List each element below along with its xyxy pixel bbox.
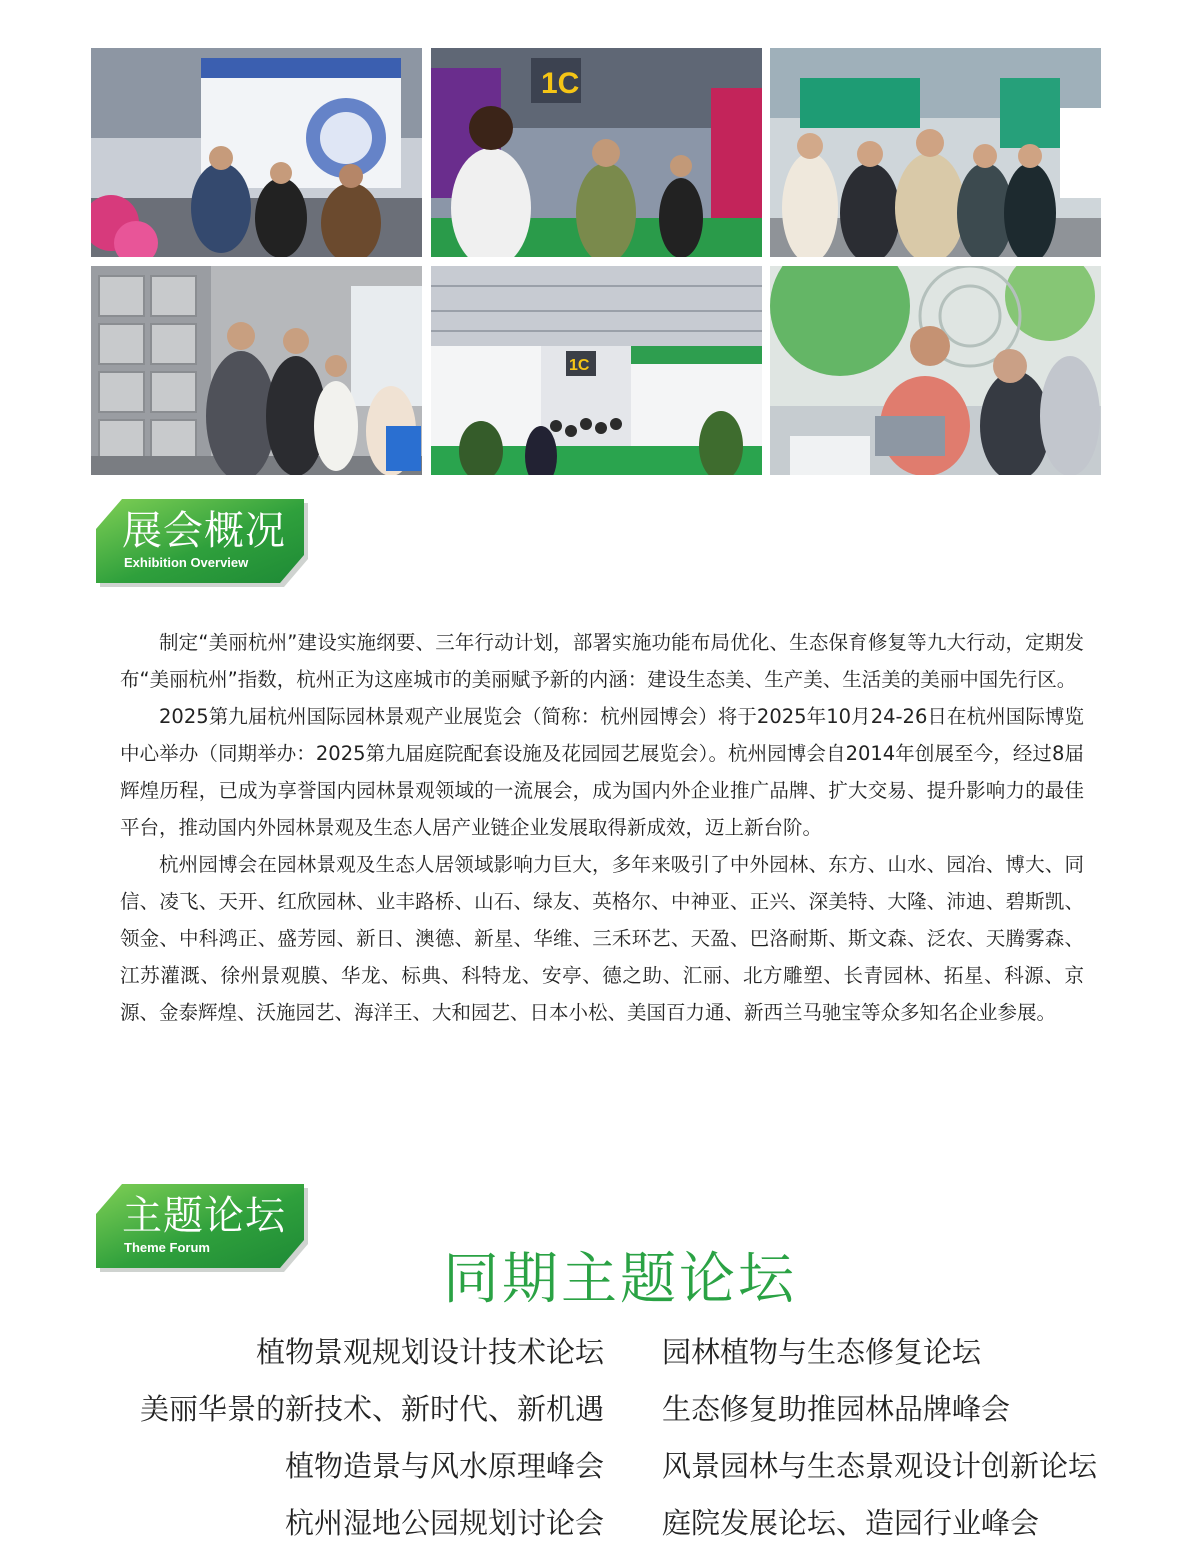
forum-list xyxy=(0,1330,1200,1558)
exhibition-photo-laptop-meeting xyxy=(770,266,1101,475)
forum-item: 园林植物与生态修复论坛 xyxy=(662,1335,982,1369)
forum-item: 庭院发展论坛、造园行业峰会 xyxy=(662,1506,1040,1540)
forum-item: 风景园林与生态景观设计创新论坛 xyxy=(662,1449,1098,1483)
exhibition-photo-booth-crowd-1 xyxy=(91,48,422,257)
forum-item: 美丽华景的新技术、新时代、新机遇 xyxy=(139,1392,604,1426)
exhibition-photo-stone-panels xyxy=(91,266,422,475)
exhibition-photo-booth-crowd-2 xyxy=(770,48,1101,257)
section-title-en: Exhibition Overview xyxy=(124,555,249,570)
exhibition-photo-hall-aisle xyxy=(431,48,762,257)
section-title-zh: 主题论坛 xyxy=(122,1193,286,1239)
section-title-zh: 展会概况 xyxy=(122,508,286,554)
forum-row xyxy=(0,1501,1200,1558)
section-badge-overview xyxy=(96,499,316,589)
section-title-en: Theme Forum xyxy=(124,1240,210,1255)
forum-item: 杭州湿地公园规划讨论会 xyxy=(284,1506,604,1540)
forum-item: 植物造景与风水原理峰会 xyxy=(284,1449,604,1483)
forum-heading: 同期主题论坛 xyxy=(443,1247,797,1312)
forum-item: 植物景观规划设计技术论坛 xyxy=(255,1335,604,1369)
forum-row xyxy=(0,1387,1200,1444)
svg-text:1C: 1C xyxy=(541,67,580,100)
svg-text:1C: 1C xyxy=(569,357,590,374)
overview-paragraph-2: 2025第九届杭州国际园林景观产业展览会（简称：杭州园博会）将于2025年10月24-26日在杭州国际博览中心举办（同期举办：2025第九届庭院配套设施及花园园艺展览会）。杭州园博会自2014年创展至今，经过8届辉煌历程，已成为享誉国内园林景观领域的一流展会，成为国内外企业推广品牌、扩大交易、提升影响力的最佳平台，推动国内外园林景观及生态人居产业链企业发展取得新成效，迈上新台阶。 xyxy=(120,705,1084,839)
overview-article xyxy=(120,624,1084,1031)
forum-row xyxy=(0,1330,1200,1387)
forum-item: 生态修复助推园林品牌峰会 xyxy=(662,1392,1011,1426)
overview-paragraph-3: 杭州园博会在园林景观及生态人居领域影响力巨大，多年来吸引了中外园林、东方、山水、园冶、博大、同信、凌飞、天开、红欣园林、业丰路桥、山石、绿友、英格尔、中神亚、正兴、深美特、大隆、沛迪、碧斯凯、领金、中科鸿正、盛芳园、新日、澳德、新星、华维、三禾环艺、天盈、巴洛耐斯、斯文森、泛农、天腾雾森、江苏灌溉、徐州景观膜、华龙、标典、科特龙、安亭、德之助、汇丽、北方雕塑、长青园林、拓星、科源、京源、金泰辉煌、沃施园艺、海洋王、大和园艺、日本小松、美国百力通、新西兰马驰宝等众多知名企业参展。 xyxy=(120,853,1084,1024)
overview-paragraph-1: 制定“美丽杭州”建设实施纲要、三年行动计划，部署实施功能布局优化、生态保育修复等九大行动，定期发布“美丽杭州”指数，杭州正为这座城市的美丽赋予新的内涵：建设生态美、生产美、生活美的美丽中国先行区。 xyxy=(120,631,1084,691)
exhibition-photo-hall-overview xyxy=(431,266,762,475)
forum-row xyxy=(0,1444,1200,1501)
